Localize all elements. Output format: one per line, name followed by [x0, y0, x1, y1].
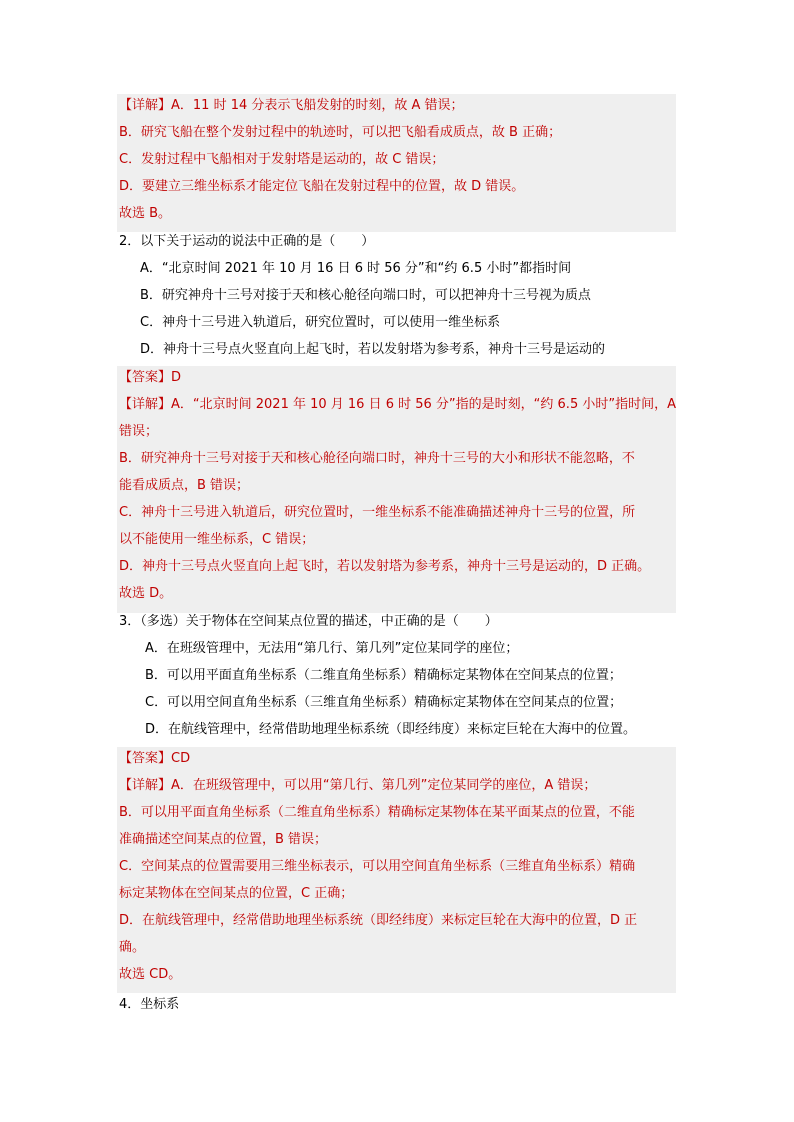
explain-line: D．神舟十三号点火竖直向上起飞时，若以发射塔为参考系，神舟十三号是运动的，D 正确。: [119, 559, 651, 574]
q3-option-c: C．可以用空间直角坐标系（三维直角坐标系）精确标定某物体在空间某点的位置；: [145, 695, 623, 710]
q2-answer: 【答案】D: [119, 370, 182, 385]
explain-line: 【详解】A．“北京时间 2021 年 10 月 16 日 6 时 56 分”指的是时刻，“约 6.5 小时”指时间，A: [119, 397, 676, 412]
q2-option-d: D．神舟十三号点火竖直向上起飞时，若以发射塔为参考系，神舟十三号是运动的: [140, 342, 606, 357]
explain-line: 以不能使用一维坐标系，C 错误；: [119, 532, 315, 547]
explain-line: B．研究神舟十三号对接于天和核心舱径向端口时，神舟十三号的大小和形状不能忽略，不: [119, 451, 635, 466]
explain-line: B．研究飞船在整个发射过程中的轨迹时，可以把飞船看成质点，故 B 正确；: [119, 125, 562, 140]
question-3-stem: 3．（多选）关于物体在空间某点位置的描述，中正确的是（ ）: [119, 614, 498, 629]
explain-line: 【详解】A．11 时 14 分表示飞船发射的时刻，故 A 错误；: [119, 98, 464, 113]
q3-option-a: A．在班级管理中，无法用“第几行、第几列”定位某同学的座位；: [145, 641, 519, 656]
q3-option-d: D．在航线管理中，经常借助地理坐标系统（即经纬度）来标定巨轮在大海中的位置。: [145, 722, 637, 737]
question-2-stem: 2．以下关于运动的说法中正确的是（ ）: [119, 234, 375, 249]
explain-line: 故选 B。: [119, 206, 172, 221]
explain-line: D．要建立三维坐标系才能定位飞船在发射过程中的位置，故 D 错误。: [119, 179, 525, 194]
q3-answer: 【答案】CD: [119, 751, 191, 766]
explain-line: B．可以用平面直角坐标系（二维直角坐标系）精确标定某物体在某平面某点的位置，不能: [119, 805, 635, 820]
q2-option-a: A．“北京时间 2021 年 10 月 16 日 6 时 56 分”和“约 6.5 小时”都指时间: [140, 261, 572, 276]
explain-line: 故选 CD。: [119, 967, 182, 982]
explain-line: 确。: [119, 940, 146, 955]
explain-line: 标定某物体在空间某点的位置，C 正确；: [119, 886, 354, 901]
explain-line: C．神舟十三号进入轨道后，研究位置时，一维坐标系不能准确描述神舟十三号的位置，所: [119, 505, 636, 520]
explain-line: 能看成质点，B 错误；: [119, 478, 250, 493]
explain-line: C．空间某点的位置需要用三维坐标表示，可以用空间直角坐标系（三维直角坐标系）精确: [119, 859, 636, 874]
q3-option-b: B．可以用平面直角坐标系（二维直角坐标系）精确标定某物体在空间某点的位置；: [145, 668, 622, 683]
q2-option-b: B．研究神舟十三号对接于天和核心舱径向端口时，可以把神舟十三号视为质点: [140, 288, 591, 303]
explain-line: D．在航线管理中，经常借助地理坐标系统（即经纬度）来标定巨轮在大海中的位置，D 正: [119, 913, 638, 928]
explain-line: 准确描述空间某点的位置，B 错误；: [119, 832, 328, 847]
explain-line: C．发射过程中飞船相对于发射塔是运动的，故 C 错误；: [119, 152, 445, 167]
q2-option-c: C．神舟十三号进入轨道后，研究位置时，可以使用一维坐标系: [140, 315, 501, 330]
explain-line: 故选 D。: [119, 586, 173, 601]
question-4-stem: 4．坐标系: [119, 997, 180, 1012]
explain-line: 错误；: [119, 424, 159, 439]
explain-line: 【详解】A．在班级管理中，可以用“第几行、第几列”定位某同学的座位，A 错误；: [119, 778, 597, 793]
